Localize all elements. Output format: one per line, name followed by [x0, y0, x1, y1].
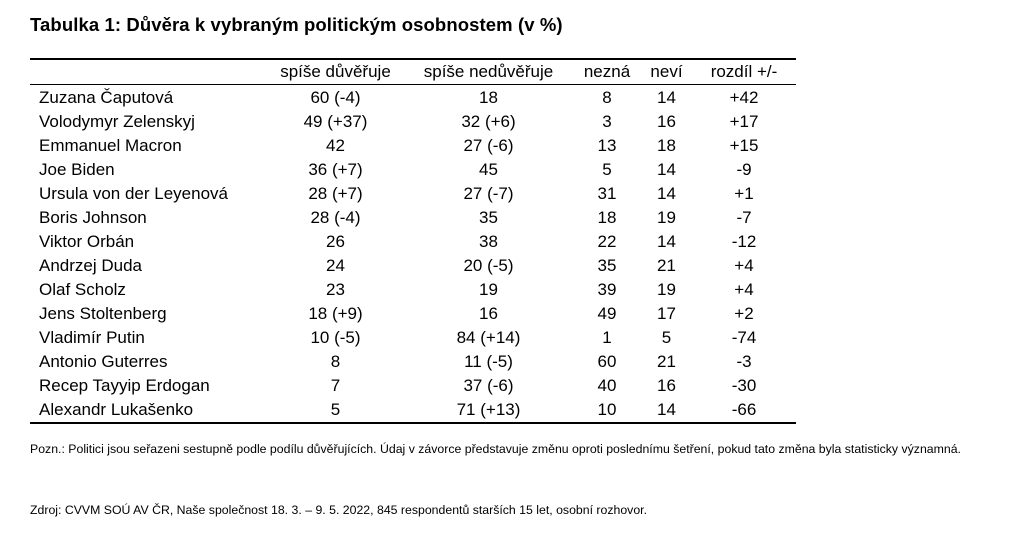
table-body: [30, 85, 796, 424]
distrust-value: 11 (-5): [464, 352, 513, 371]
table-row: [30, 110, 796, 134]
table-row: [30, 134, 796, 158]
trust-value: 5: [330, 400, 341, 419]
table-source: Zdroj: CVVM SOÚ AV ČR, Naše společnost 18. 3. – 9. 5. 2022, 845 respondentů starších 15 let, osobní rozhovor.: [30, 503, 647, 517]
distrust-value: 35: [479, 208, 498, 227]
politician-name: Recep Tayyip Erdogan: [39, 376, 210, 395]
unknown-value: 35: [597, 256, 617, 275]
distrust-value: 37 (-6): [463, 376, 514, 395]
politician-name: Boris Johnson: [39, 208, 147, 227]
politician-name: Jens Stoltenberg: [39, 304, 167, 323]
dont-know-value: 14: [657, 160, 676, 179]
distrust-value: 19: [479, 280, 498, 299]
politician-name: Emmanuel Macron: [39, 136, 182, 155]
trust-value: 28 (+7): [308, 184, 363, 203]
trust-value: 49 (+37): [303, 112, 368, 131]
politician-name: Ursula von der Leyenová: [39, 184, 229, 203]
table-row: [30, 182, 796, 206]
table-title: Tabulka 1: Důvěra k vybraným politickým osobnostem (v %): [30, 14, 563, 35]
table-row: [30, 302, 796, 326]
distrust-value: 71 (+13): [456, 400, 521, 419]
trust-value: 28 (-4): [310, 208, 361, 227]
difference-value: +4: [734, 256, 754, 275]
dont-know-value: 18: [657, 136, 676, 155]
politician-name: Volodymyr Zelenskyj: [39, 112, 195, 131]
table-row: [30, 158, 796, 182]
table-row: [30, 254, 796, 278]
unknown-value: 1: [602, 328, 612, 347]
politician-name: Viktor Orbán: [39, 232, 135, 251]
difference-value: +4: [734, 280, 754, 299]
trust-value: 24: [326, 256, 345, 275]
unknown-value: 49: [597, 304, 617, 323]
table-row: [30, 398, 796, 423]
difference-value: -12: [731, 232, 757, 251]
table-row: [30, 326, 796, 350]
trust-value: 60 (-4): [310, 88, 361, 107]
distrust-value: 38: [479, 232, 498, 251]
politician-name: Olaf Scholz: [39, 280, 126, 299]
difference-value: -74: [731, 328, 757, 347]
trust-value: 7: [330, 376, 341, 395]
trust-value: 18 (+9): [308, 304, 363, 323]
trust-value: 42: [326, 136, 345, 155]
table-row: [30, 374, 796, 398]
name-column-header: [30, 59, 267, 85]
unknown-value: 5: [602, 160, 612, 179]
table-row: [30, 85, 796, 111]
trust-value: 10 (-5): [310, 328, 361, 347]
dont-know-value: 21: [657, 256, 676, 275]
unknown-value: 60: [597, 352, 617, 371]
table-note: Pozn.: Politici jsou seřazeni sestupně podle podílu důvěřujících. Údaj v závorce představuje změnu oproti poslednímu šetření, pokud tato změna byla statisticky významná.: [30, 442, 961, 456]
unknown-value: 18: [597, 208, 617, 227]
difference-value: -7: [736, 208, 752, 227]
politician-name: Joe Biden: [39, 160, 115, 179]
dont-know-value: 21: [657, 352, 676, 371]
dont-know-column-header: neví: [650, 62, 683, 81]
politician-name: Andrzej Duda: [39, 256, 143, 275]
dont-know-value: 14: [657, 184, 676, 203]
table-row: [30, 230, 796, 254]
distrust-value: 32 (+6): [461, 112, 516, 131]
trust-table: [30, 58, 796, 424]
difference-column-header: rozdíl +/-: [710, 62, 778, 81]
politician-name: Vladimír Putin: [39, 328, 145, 347]
distrust-value: 84 (+14): [456, 328, 521, 347]
unknown-value: 3: [602, 112, 612, 131]
difference-value: -66: [731, 400, 757, 419]
unknown-value: 8: [602, 88, 612, 107]
dont-know-value: 14: [657, 232, 676, 251]
table-row: [30, 278, 796, 302]
unknown-value: 22: [597, 232, 617, 251]
difference-value: -3: [736, 352, 752, 371]
politician-name: Zuzana Čaputová: [39, 88, 174, 107]
trust-value: 26: [326, 232, 345, 251]
trust-value: 36 (+7): [308, 160, 363, 179]
dont-know-value: 19: [657, 208, 676, 227]
unknown-value: 39: [597, 280, 617, 299]
difference-value: +42: [729, 88, 759, 107]
distrust-value: 27 (-6): [463, 136, 514, 155]
distrust-value: 16: [479, 304, 498, 323]
dont-know-value: 14: [657, 400, 676, 419]
table-row: [30, 350, 796, 374]
difference-value: +2: [734, 304, 754, 323]
trust-column-header: spíše důvěřuje: [280, 62, 391, 81]
unknown-value: 40: [597, 376, 617, 395]
dont-know-value: 19: [657, 280, 676, 299]
dont-know-value: 14: [657, 88, 676, 107]
dont-know-value: 5: [661, 328, 672, 347]
table-header: [30, 59, 796, 85]
unknown-column-header: nezná: [583, 62, 631, 81]
dont-know-value: 16: [657, 376, 676, 395]
difference-value: -30: [731, 376, 757, 395]
distrust-value: 45: [479, 160, 498, 179]
dont-know-value: 17: [657, 304, 676, 323]
dont-know-value: 16: [657, 112, 676, 131]
unknown-value: 31: [597, 184, 617, 203]
difference-value: +17: [729, 112, 759, 131]
distrust-column-header: spíše nedůvěřuje: [423, 62, 554, 81]
distrust-value: 27 (-7): [463, 184, 514, 203]
header-row: [30, 59, 796, 85]
distrust-value: 20 (-5): [463, 256, 514, 275]
politician-name: Alexandr Lukašenko: [39, 400, 194, 419]
difference-value: -9: [736, 160, 752, 179]
distrust-value: 18: [479, 88, 498, 107]
trust-value: 23: [326, 280, 345, 299]
unknown-value: 10: [597, 400, 617, 419]
difference-value: +15: [729, 136, 759, 155]
unknown-value: 13: [597, 136, 617, 155]
table-row: [30, 206, 796, 230]
trust-value: 8: [330, 352, 341, 371]
politician-name: Antonio Guterres: [39, 352, 168, 371]
difference-value: +1: [734, 184, 754, 203]
